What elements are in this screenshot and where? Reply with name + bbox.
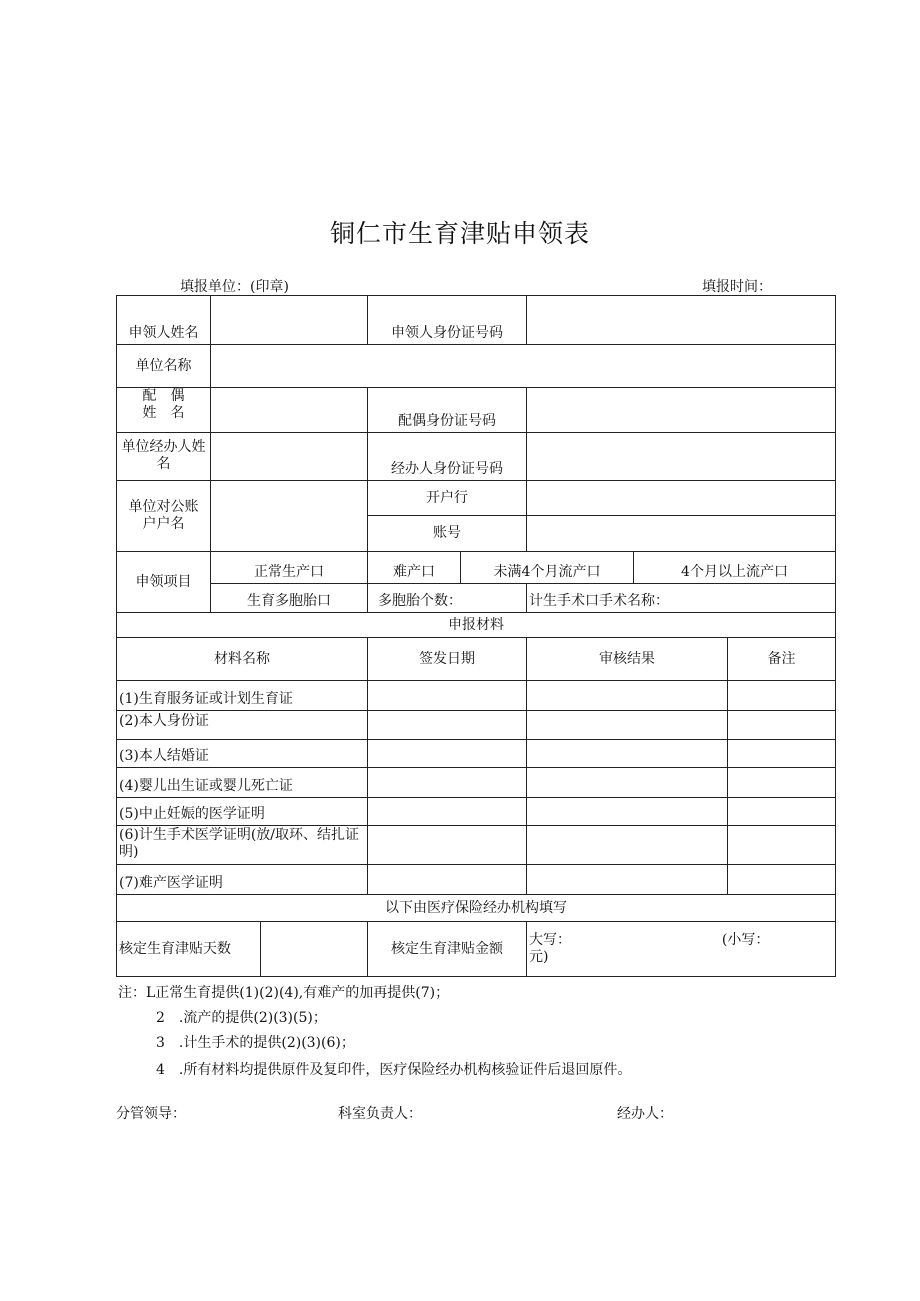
applicant-name-label: 申领人姓名 [117, 296, 211, 345]
spouse-id-input[interactable] [527, 388, 836, 433]
material-result-input[interactable] [527, 740, 728, 768]
material-date-input[interactable] [368, 826, 527, 865]
col-review-result: 审核结果 [527, 638, 728, 681]
material-result-input[interactable] [527, 768, 728, 798]
material-name: (5)中止妊娠的医学证明 [117, 798, 368, 826]
signature-leader-label: 分管领导： [116, 1106, 186, 1122]
amount-yuan-label: 元) [529, 949, 549, 965]
insurer-section-title: 以下由医疗保险经办机构填写 [117, 895, 836, 922]
material-remark-input[interactable] [728, 865, 836, 895]
approved-amount-input[interactable] [527, 922, 836, 977]
spouse-name-label-line2: 姓 名 [142, 405, 185, 421]
material-remark-input[interactable] [728, 798, 836, 826]
signature-section-head-label: 科室负责人： [338, 1106, 422, 1122]
page-title: 铜仁市生育津贴申领表 [329, 219, 590, 248]
claim-multiple-count[interactable]: 多胞胎个数： [368, 584, 527, 613]
application-form-table [116, 295, 836, 977]
account-name-label [117, 481, 211, 552]
material-remark-input[interactable] [728, 768, 836, 798]
material-row [117, 711, 836, 740]
unit-name-label: 单位名称 [117, 345, 211, 388]
claim-items-label: 申领项目 [117, 552, 211, 613]
material-result-input[interactable] [527, 826, 728, 865]
claim-surgery-option[interactable]: 计生手术口手术名称： [527, 584, 836, 613]
spouse-name-label [117, 388, 211, 433]
material-name: (6)计生手术医学证明(放/取环、结扎证明) [117, 826, 368, 865]
col-issue-date: 签发日期 [368, 638, 527, 681]
reporting-unit-label: 填报单位：(印章) [180, 279, 289, 295]
material-date-input[interactable] [368, 711, 527, 740]
col-material-name: 材料名称 [117, 638, 368, 681]
claim-difficult-option[interactable]: 难产口 [368, 552, 461, 584]
amount-upper-label: 大写： [529, 932, 571, 948]
material-name: (4)婴儿出生证或婴儿死亡证 [117, 768, 368, 798]
material-row [117, 798, 836, 826]
material-remark-input[interactable] [728, 826, 836, 865]
spouse-id-label: 配偶身份证号码 [368, 388, 527, 433]
material-date-input[interactable] [368, 798, 527, 826]
claim-under4-option[interactable]: 未满4个月流产口 [461, 552, 634, 584]
material-remark-input[interactable] [728, 681, 836, 711]
col-remark: 备注 [728, 638, 836, 681]
material-date-input[interactable] [368, 768, 527, 798]
unit-name-input[interactable] [211, 345, 836, 388]
spouse-name-label-line1: 配 偶 [142, 388, 185, 404]
account-name-label-line2: 户户名 [142, 516, 185, 532]
material-row [117, 740, 836, 768]
approved-days-label: 核定生育津贴天数 [117, 922, 261, 977]
signature-handler-label: 经办人： [617, 1106, 673, 1122]
material-row [117, 681, 836, 711]
material-date-input[interactable] [368, 740, 527, 768]
reporting-time-label: 填报时间： [702, 279, 772, 295]
material-name: (1)生育服务证或计划生育证 [117, 681, 368, 711]
material-remark-input[interactable] [728, 711, 836, 740]
applicant-name-input[interactable] [211, 296, 368, 345]
approved-amount-label: 核定生育津贴金额 [368, 922, 527, 977]
bank-label: 开户行 [368, 481, 527, 516]
handler-id-input[interactable] [527, 433, 836, 481]
bank-input[interactable] [527, 481, 836, 516]
material-row [117, 826, 836, 865]
spouse-name-input[interactable] [211, 388, 368, 433]
amount-lower-label: (小写： [721, 932, 770, 948]
note-line: 3 .计生手术的提供(2)(3)(6)； [156, 1035, 355, 1051]
claim-normal-option[interactable]: 正常生产口 [211, 552, 368, 584]
account-name-label-line1: 单位对公账 [128, 499, 199, 515]
handler-name-label-line2: 名 [156, 456, 171, 472]
material-row [117, 865, 836, 895]
handler-id-label: 经办人身份证号码 [368, 433, 527, 481]
material-remark-input[interactable] [728, 740, 836, 768]
claim-multiple-option[interactable]: 生育多胞胎口 [211, 584, 368, 613]
materials-section-title: 申报材料 [117, 613, 836, 638]
account-no-label: 账号 [368, 516, 527, 552]
material-name: (3)本人结婚证 [117, 740, 368, 768]
approved-days-input[interactable] [261, 922, 368, 977]
material-result-input[interactable] [527, 711, 728, 740]
account-no-input[interactable] [527, 516, 836, 552]
note-line: 2 .流产的提供(2)(3)(5)； [156, 1010, 327, 1026]
material-name: (7)难产医学证明 [117, 865, 368, 895]
applicant-id-input[interactable] [527, 296, 836, 345]
applicant-id-label: 申领人身份证号码 [368, 296, 527, 345]
material-date-input[interactable] [368, 681, 527, 711]
material-result-input[interactable] [527, 865, 728, 895]
material-date-input[interactable] [368, 865, 527, 895]
claim-over4-option[interactable]: 4个月以上流产口 [634, 552, 836, 584]
material-row [117, 768, 836, 798]
account-name-input[interactable] [211, 481, 368, 552]
handler-name-label-line1: 单位经办人姓 [121, 439, 206, 455]
material-result-input[interactable] [527, 681, 728, 711]
material-name: (2)本人身份证 [117, 711, 368, 740]
handler-name-input[interactable] [211, 433, 368, 481]
material-result-input[interactable] [527, 798, 728, 826]
note-line: 注：L正常生育提供(1)(2)(4),有难产的加再提供(7)； [118, 985, 450, 1001]
note-line: 4 .所有材料均提供原件及复印件，医疗保险经办机构核验证件后退回原件。 [156, 1062, 632, 1078]
handler-name-label [117, 433, 211, 481]
